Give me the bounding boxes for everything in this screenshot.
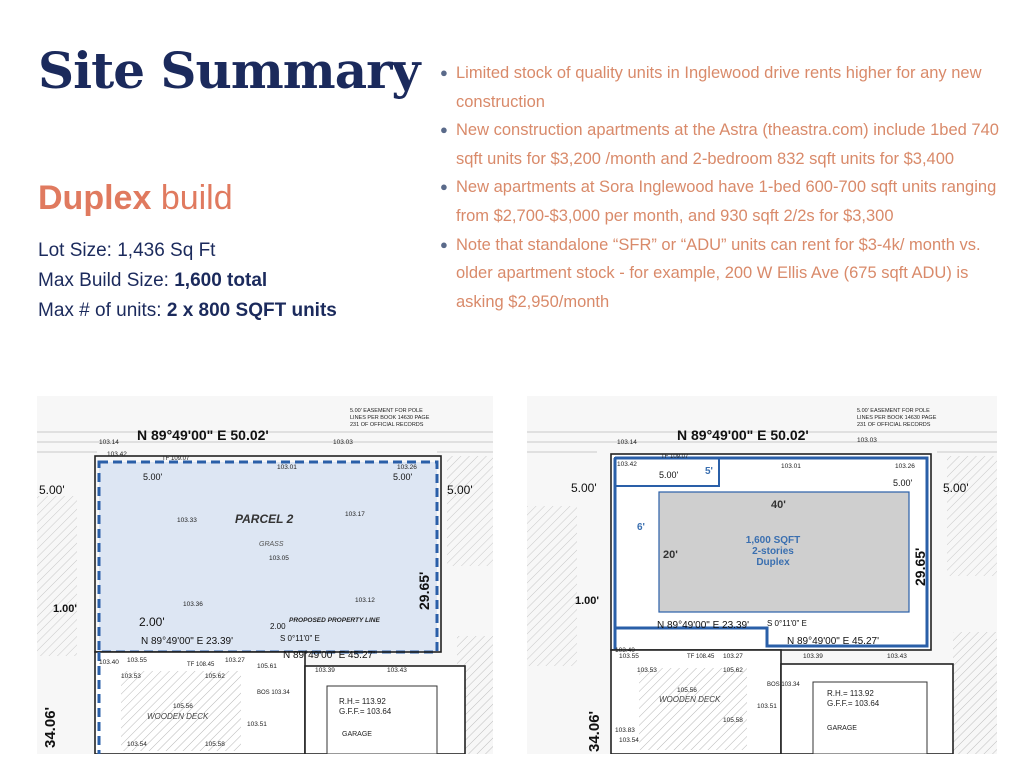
spot-elev: 103.26 xyxy=(895,463,915,470)
bullet-text: Limited stock of quality units in Inglewood drive rents higher for any new construction xyxy=(456,64,982,111)
setback-left: 5.00' xyxy=(39,483,65,497)
spot-elev: 103.33 xyxy=(177,517,197,524)
spot-elev: 103.51 xyxy=(757,703,777,710)
deck-hatch xyxy=(639,668,747,750)
spot-elev: 103.01 xyxy=(277,464,297,471)
bearing-short: S 0°11'0" E xyxy=(767,619,807,628)
deck-hatch xyxy=(121,671,241,751)
max-build-label: Max Build Size: xyxy=(38,270,175,291)
setback-6-label: 6' xyxy=(637,522,645,533)
deck-label: WOODEN DECK xyxy=(659,695,721,704)
build-type-rest: build xyxy=(160,179,233,217)
spot-elev: 103.55 xyxy=(127,657,147,664)
spot-elev: 103.40 xyxy=(99,659,119,666)
market-bullets xyxy=(440,59,1000,316)
lot-size-label: Lot Size: xyxy=(38,240,118,261)
rh-label: R.H.= 113.92 xyxy=(339,697,386,706)
footprint-line-2: 2-stories xyxy=(752,546,794,557)
bullet-text: Note that standalone “SFR” or “ADU” units can rent for $3-4k/ month vs. older apartment stock - for example, 200 W Ellis Ave (675 sqft ADU) is asking $2,950/month xyxy=(456,235,981,311)
setback-5-label: 5' xyxy=(705,466,713,477)
bos-label: BOS 103.34 xyxy=(767,682,800,688)
easement-note-2: LINES PER BOOK 14630 PAGE xyxy=(350,415,430,421)
easement-note-1: 5.00' EASEMENT FOR POLE xyxy=(857,408,930,414)
bearing-short: S 0°11'0" E xyxy=(280,634,320,643)
bearing-inner: N 89°49'00" E 23.39' xyxy=(657,620,749,631)
bullet-dot-icon: ● xyxy=(440,236,448,252)
spot-elev: 103.17 xyxy=(345,511,365,518)
spot-elev: 105.56 xyxy=(173,703,193,710)
setback-1: 1.00' xyxy=(575,595,600,607)
gff-label: G.F.F.= 103.64 xyxy=(339,707,392,716)
side-dimension: 29.65' xyxy=(416,571,432,610)
spot-elev: 103.43 xyxy=(387,667,407,674)
setback-top-right: 5.00' xyxy=(893,478,913,488)
max-units-label: Max # of units: xyxy=(38,300,167,321)
max-units-row xyxy=(38,296,337,326)
tf-top: TF 109.07 xyxy=(162,456,190,462)
setback-left: 5.00' xyxy=(571,481,597,495)
side-dimension: 29.65' xyxy=(912,547,928,586)
spot-elev: 105.62 xyxy=(205,673,225,680)
bearing-top: N 89°49'00" E 50.02' xyxy=(677,427,809,443)
spot-elev: 105.61 xyxy=(257,663,277,670)
parcel-plan-right xyxy=(527,396,997,754)
spot-elev: 103.39 xyxy=(315,667,335,674)
spot-elev: 103.36 xyxy=(183,601,203,608)
spot-elev: 103.40 xyxy=(615,647,635,654)
footprint-height: 20' xyxy=(663,549,678,561)
parcel-label: PARCEL 2 xyxy=(235,512,294,526)
spot-elev: 103.14 xyxy=(617,439,637,446)
spot-elev: 103.01 xyxy=(781,463,801,470)
setback-top-right: 5.00' xyxy=(393,472,413,482)
spot-elev: 103.55 xyxy=(619,653,639,660)
site-facts xyxy=(38,236,337,326)
proposed-line-label: PROPOSED PROPERTY LINE xyxy=(289,617,380,624)
deck-label: WOODEN DECK xyxy=(147,712,209,721)
bullet-item xyxy=(440,173,1000,230)
spot-elev: 103.53 xyxy=(121,673,141,680)
bullet-dot-icon: ● xyxy=(440,179,448,195)
tf-bottom: TF 108.45 xyxy=(687,654,715,660)
easement-note-3: 231 OF OFFICIAL RECORDS xyxy=(350,422,424,428)
spot-elev: 103.14 xyxy=(99,439,119,446)
spot-elev: 103.27 xyxy=(225,657,245,664)
spot-elev: 103.26 xyxy=(397,464,417,471)
spot-elev: 103.54 xyxy=(619,737,639,744)
spot-elev: 103.03 xyxy=(333,439,353,446)
spot-elev: 103.27 xyxy=(723,653,743,660)
bullet-text: New construction apartments at the Astra (theastra.com) include 1bed 740 sqft units for $3,200 /month and 2-bedroom 832 sqft units for $3,400 xyxy=(456,121,999,168)
footprint-line-3: Duplex xyxy=(756,557,790,568)
gff-label: G.F.F.= 103.64 xyxy=(827,699,880,708)
parcel-plan-right-drawing xyxy=(527,396,997,754)
spot-elev: 105.56 xyxy=(677,687,697,694)
rh-label: R.H.= 113.92 xyxy=(827,689,874,698)
spot-elev: 103.51 xyxy=(247,721,267,728)
garage-label: GARAGE xyxy=(827,725,857,732)
spot-elev: 103.43 xyxy=(887,653,907,660)
bearing-bottom: N 89°49'00" E 45.27' xyxy=(787,636,879,647)
footprint-width: 40' xyxy=(771,499,786,511)
spot-elev: 103.05 xyxy=(269,555,289,562)
build-type-heading xyxy=(38,180,233,217)
bullet-dot-icon: ● xyxy=(440,122,448,138)
easement-note-1: 5.00' EASEMENT FOR POLE xyxy=(350,408,423,414)
lot-size-value: 1,436 Sq Ft xyxy=(117,240,216,261)
tf-bottom: TF 108.45 xyxy=(187,662,215,668)
setback-2: 2.00' xyxy=(139,615,165,629)
setback-top-left: 5.00' xyxy=(659,470,679,480)
garage-label: GARAGE xyxy=(342,731,372,738)
grass-label: GRASS xyxy=(259,541,284,548)
spot-elev: 103.12 xyxy=(355,597,375,604)
spot-elev: 103.42 xyxy=(617,461,637,468)
short-2: 2.00 xyxy=(270,622,286,631)
bullet-dot-icon: ● xyxy=(440,65,448,80)
setback-1: 1.00' xyxy=(53,603,78,615)
spot-elev: 103.83 xyxy=(615,727,635,734)
max-build-row xyxy=(38,266,337,296)
spot-elev: 103.42 xyxy=(107,451,127,458)
bearing-bottom: N 89°49'00" E 45.27' xyxy=(283,650,375,661)
bos-label: BOS 103.34 xyxy=(257,690,290,696)
spot-elev: 103.03 xyxy=(857,437,877,444)
setback-right: 5.00' xyxy=(943,481,969,495)
bearing-top: N 89°49'00" E 50.02' xyxy=(137,427,269,443)
footprint-line-1: 1,600 SQFT xyxy=(745,535,801,546)
bullet-text: New apartments at Sora Inglewood have 1-bed 600-700 sqft units ranging from $2,700-$3,000 per month, and 930 sqft 2/2s for $3,300 xyxy=(456,178,997,225)
bearing-inner: N 89°49'00" E 23.39' xyxy=(141,636,233,647)
lot-size-row xyxy=(38,236,337,266)
parcel-plan-left xyxy=(37,396,493,754)
easement-note-2: LINES PER BOOK 14630 PAGE xyxy=(857,415,937,421)
spot-elev: 103.39 xyxy=(803,653,823,660)
tf-top: TF 109.07 xyxy=(661,454,689,460)
setback-right: 5.00' xyxy=(447,483,473,497)
page-title: Site Summary xyxy=(38,41,420,100)
bullet-item xyxy=(440,231,1000,317)
max-build-value: 1,600 total xyxy=(174,270,268,291)
bullet-item xyxy=(440,59,1000,116)
bullet-item xyxy=(440,116,1000,173)
spot-elev: 105.58 xyxy=(205,741,225,748)
left-dimension: 34.06' xyxy=(586,710,603,752)
parcel-plan-left-drawing xyxy=(37,396,493,754)
setback-top-left: 5.00' xyxy=(143,472,163,482)
spot-elev: 105.62 xyxy=(723,667,743,674)
max-units-value: 2 x 800 SQFT units xyxy=(166,300,337,321)
spot-elev: 103.53 xyxy=(637,667,657,674)
left-dimension: 34.06' xyxy=(42,706,59,748)
easement-note-3: 231 OF OFFICIAL RECORDS xyxy=(857,422,931,428)
spot-elev: 103.54 xyxy=(127,741,147,748)
spot-elev: 105.58 xyxy=(723,717,743,724)
build-type-bold: Duplex xyxy=(38,179,152,217)
